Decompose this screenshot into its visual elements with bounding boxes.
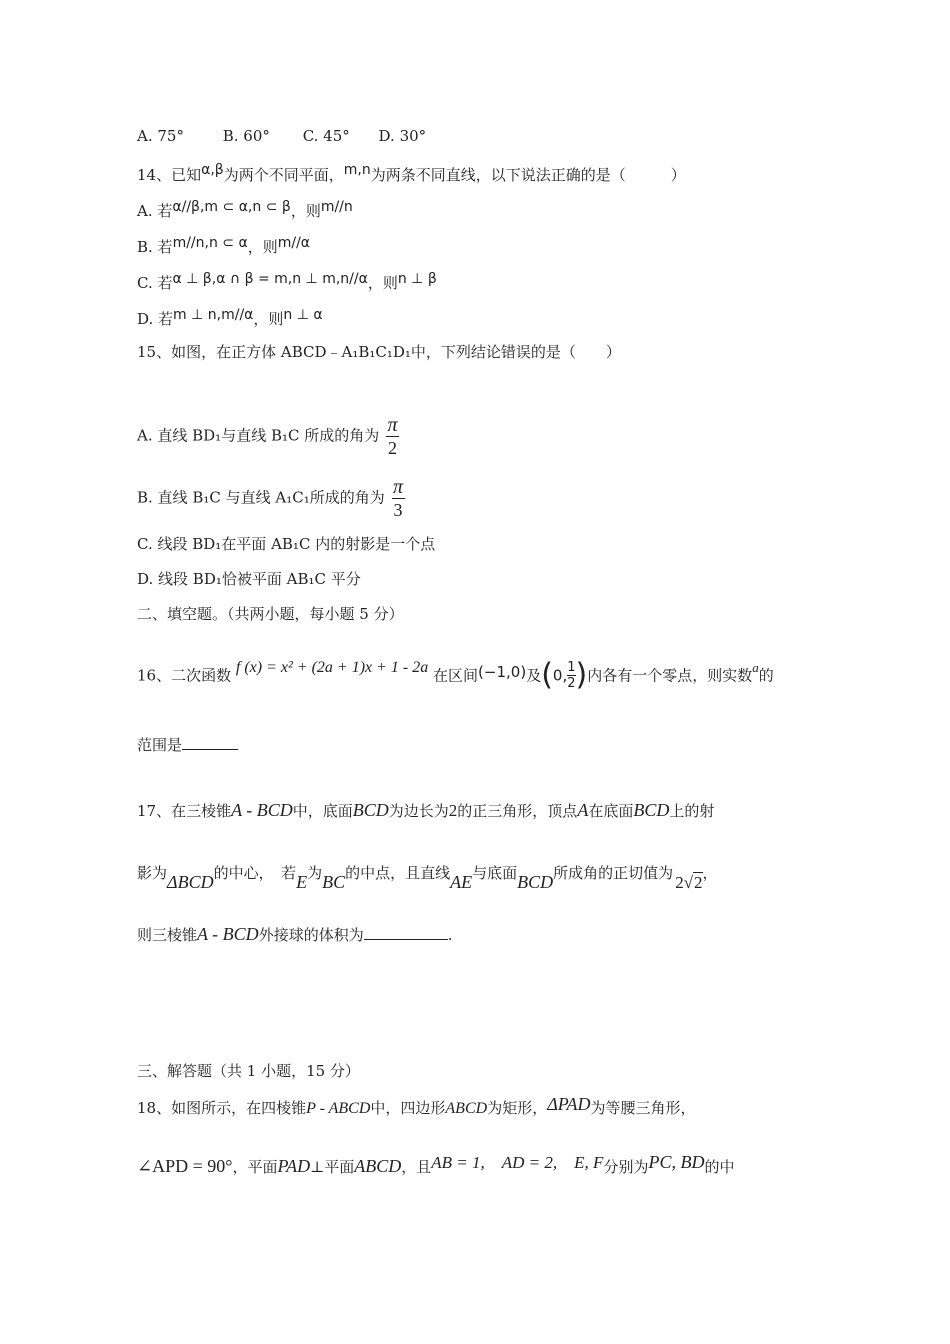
q17-answer-blank[interactable] [364,925,448,940]
q16-line2: 范围是 [137,735,238,755]
q15-option-a: A. 直线 BD₁与直线 B₁C 所成的角为 $\frac{\pi}{2}$ [137,414,398,458]
q16-interval-1: (−1,0) [478,662,527,681]
fraction-pi-over-2: $\frac{\pi}{2}$ [387,414,398,458]
q14-option-a: A. 若α//β,m ⊂ α,n ⊂ β，则m//n [137,199,353,220]
q17-line2: 影为ΔBCD的中心， 若E为BC的中点，且直线AE与底面BCD所成角的正切值为 2√2， [137,864,718,892]
q14-stem: 14、已知α,β为两个不同平面，m,n为两条不同直线，以下说法正确的是（ ） [137,162,686,184]
q14-alpha-beta: α,β [201,162,224,178]
q17-line1: 17、在三棱锥A - BCD中，底面BCD为边长为2的正三角形，顶点A在底面BCD上的射 [137,800,715,820]
q18-line2: ∠APD = 90°，平面PAD⊥平面ABCD，且AB = 1, AD = 2, E, F分别为PC, BD的中 [137,1152,735,1176]
section-2-heading: 二、填空题。（共两小题，每小题 5 分） [137,605,404,623]
q14-option-b: B. 若m//n,n ⊂ α，则m//α [137,235,311,256]
q16-answer-blank[interactable] [182,735,238,750]
q13-options [137,126,426,146]
q16-line1: 16、二次函数 f (x) = x² + (2a + 1)x + 1 - 2a 在区间(−1,0)及(0, $\frac{1}{2}$ )内各有一个零点，则实数a的 [137,657,774,693]
q15-option-b: B. 直线 B₁C 与直线 A₁C₁所成的角为 $\frac{\pi}{3}$ [137,476,404,520]
q15-stem: 15、如图，在正方体 ABCD﹣A₁B₁C₁D₁中，下列结论错误的是（ ） [137,343,621,361]
q13-option-d: D. 30° [378,127,427,145]
fraction-pi-over-3: $\frac{\pi}{3}$ [392,476,404,520]
q13-option-c: C. 45° [302,127,350,145]
q14-m-n: m,n [343,162,371,178]
q17-line3: 则三棱锥A - BCD外接球的体积为 . [137,924,453,944]
q13-option-a: A. 75° [137,127,184,145]
q14-option-d: D. 若m ⊥ n,m//α，则n ⊥ α [137,307,323,328]
q13-option-b: B. 60° [222,127,270,145]
q15-option-c: C. 线段 BD₁在平面 AB₁C 内的射影是一个点 [137,535,436,553]
fraction-one-half: $\frac{1}{2}$ [567,660,576,691]
q15-option-d: D. 线段 BD₁恰被平面 AB₁C 平分 [137,570,361,588]
q16-function: f (x) = x² + (2a + 1)x + 1 - 2a [235,658,429,676]
two-root-two: 2√2 [675,873,703,892]
section-3-heading: 三、解答题（共 1 小题，15 分） [137,1062,360,1080]
q18-line1: 18、如图所示，在四棱锥P - ABCD中，四边形ABCD为矩形，ΔPAD为等腰三角形， [137,1094,696,1117]
q14-option-c: C. 若α ⊥ β,α ∩ β = m,n ⊥ m,n//α，则n ⊥ β [137,271,437,292]
